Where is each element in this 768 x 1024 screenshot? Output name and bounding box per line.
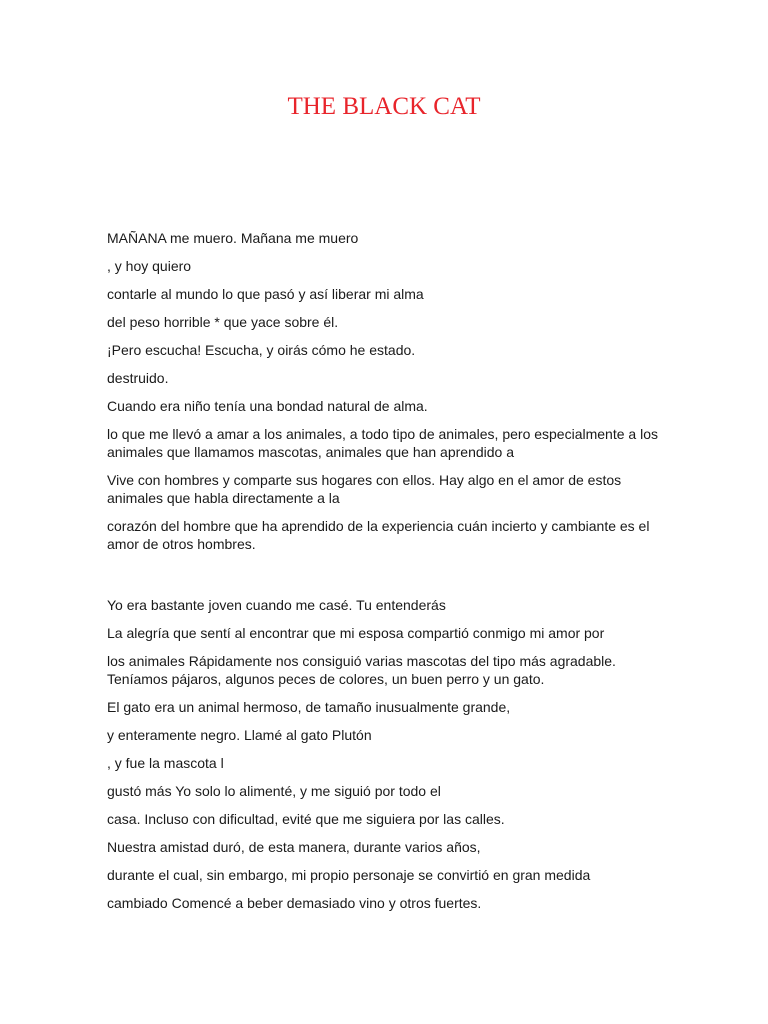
paragraph: , y hoy quiero — [107, 258, 192, 274]
paragraph: casa. Incluso con dificultad, evité que me siguiera por las calles. — [107, 811, 505, 827]
paragraph: El gato era un animal hermoso, de tamaño inusualmente grande, — [107, 699, 511, 715]
paragraph: contarle al mundo lo que pasó y así liberar mi alma — [107, 286, 424, 302]
paragraph: corazón del hombre que ha aprendido de la experiencia cuán incierto y cambiante es el amor de otros hombres. — [107, 518, 650, 552]
paragraph: MAÑANA me muero. Mañana me muero — [107, 230, 359, 246]
paragraph: y enteramente negro. Llamé al gato Plutón — [107, 727, 372, 743]
document-title: THE BLACK CAT — [287, 93, 481, 120]
paragraph: cambiado Comencé a beber demasiado vino y otros fuertes. — [107, 895, 482, 911]
paragraph: Yo era bastante joven cuando me casé. Tu entenderás — [107, 597, 446, 613]
paragraph: , y fue la mascota l — [107, 755, 224, 771]
document-body — [107, 229, 667, 922]
paragraph: Nuestra amistad duró, de esta manera, durante varios años, — [107, 839, 481, 855]
paragraph: los animales Rápidamente nos consiguió varias mascotas del tipo más agradable. Teníamos pájaros, algunos peces de colores, un buen perro y un gato. — [107, 653, 616, 687]
paragraph: gustó más Yo solo lo alimenté, y me siguió por todo el — [107, 783, 441, 799]
paragraph: lo que me llevó a amar a los animales, a todo tipo de animales, pero especialmente a los animales que llamamos mascotas, animales que han aprendido a — [107, 426, 658, 460]
paragraph: durante el cual, sin embargo, mi propio personaje se convirtió en gran medida — [107, 867, 591, 883]
paragraph: destruido. — [107, 370, 169, 386]
paragraph: Cuando era niño tenía una bondad natural de alma. — [107, 398, 428, 414]
paragraph: del peso horrible * que yace sobre él. — [107, 314, 339, 330]
paragraph: ¡Pero escucha! Escucha, y oirás cómo he estado. — [107, 342, 416, 358]
paragraph: Vive con hombres y comparte sus hogares con ellos. Hay algo en el amor de estos animales que habla directamente a la — [107, 472, 622, 506]
paragraph: La alegría que sentí al encontrar que mi esposa compartió conmigo mi amor por — [107, 625, 605, 641]
